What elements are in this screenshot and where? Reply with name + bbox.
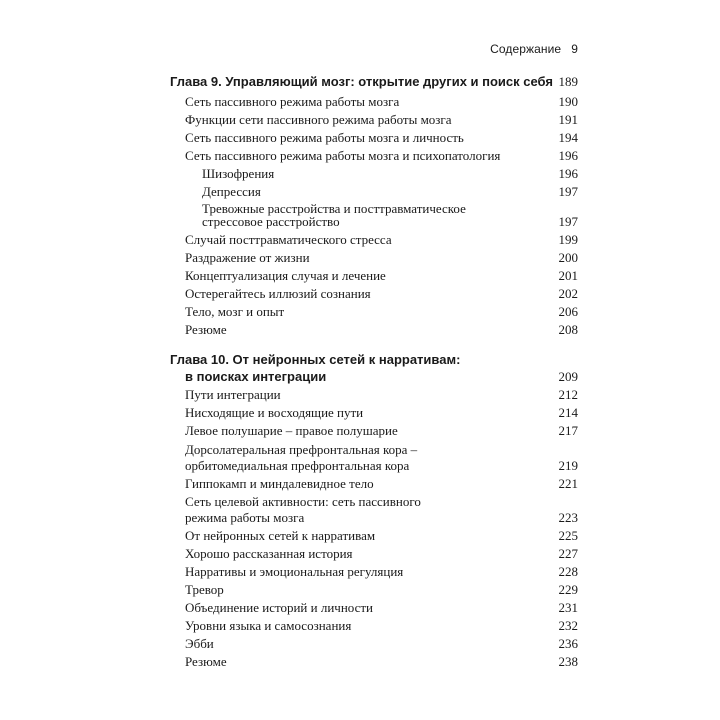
toc-entry-title-line1: Дорсолатеральная префронтальная кора –	[185, 442, 418, 457]
toc-entry-page: 217	[558, 423, 578, 438]
toc-entry-page: 206	[558, 304, 578, 319]
toc-entry-page: 196	[558, 166, 578, 181]
toc-entry-title: Гиппокамп и миндалевидное тело	[185, 476, 374, 491]
toc-entry-title: Остерегайтесь иллюзий сознания	[185, 286, 371, 301]
toc-entry-title: Нисходящие и восходящие пути	[185, 405, 364, 420]
toc-entry-title: Уровни языка и самосознания	[185, 618, 352, 633]
toc-entry-title: Объединение историй и личности	[185, 600, 374, 615]
toc-entry-title: Шизофрения	[202, 166, 275, 181]
running-header	[490, 42, 578, 56]
chapter-title-line1: Глава 10. От нейронных сетей к нарративам:	[170, 352, 461, 367]
toc-entry-page: 223	[558, 510, 578, 525]
toc-entry-page: 200	[558, 250, 578, 265]
toc-entry-page: 238	[558, 654, 578, 669]
toc-entry-title: Резюме	[185, 322, 227, 337]
running-header-page-number: 9	[571, 42, 578, 56]
toc-entry-page: 229	[558, 582, 578, 597]
toc-entry-title-line1: Тревожные расстройства и посттравматическое	[202, 201, 466, 216]
toc-entry-title-line2: режима работы мозга	[185, 510, 305, 525]
toc-entry-title: Пути интеграции	[185, 387, 281, 402]
toc-entry-title: Тревор	[185, 582, 224, 597]
toc-entry-page: 232	[558, 618, 578, 633]
toc-entry-page: 196	[558, 148, 578, 163]
toc-entry-page: 191	[558, 112, 578, 127]
toc-entry-page: 228	[558, 564, 578, 579]
toc-entry-page: 197	[558, 214, 578, 229]
toc-entry-title: Функции сети пассивного режима работы мозга	[185, 112, 452, 127]
running-header-section: Содержание	[490, 42, 562, 56]
toc-entry-title: Эбби	[185, 636, 214, 651]
toc-entry-page: 201	[558, 268, 578, 283]
toc-entry-title: Тело, мозг и опыт	[185, 304, 285, 319]
toc-entry-title: Резюме	[185, 654, 227, 669]
toc-entry-title-line1: Сеть целевой активности: сеть пассивного	[185, 494, 421, 509]
toc-entry-page: 199	[558, 232, 578, 247]
toc-entry-title: Концептуализация случая и лечение	[185, 268, 386, 283]
toc-entry-page: 227	[558, 546, 578, 561]
toc-entry-title-line2: орбитомедиальная префронтальная кора	[185, 458, 410, 473]
toc-entry-page: 202	[558, 286, 578, 301]
toc-entry-page: 221	[558, 476, 578, 491]
toc-entry-title-line2: стрессовое расстройство	[202, 214, 340, 229]
toc-entry-page: 190	[558, 94, 578, 109]
toc-entry-title: Левое полушарие – правое полушарие	[185, 423, 398, 438]
toc-entry-title: Сеть пассивного режима работы мозга и психопатология	[185, 148, 501, 163]
toc-entry-title: Сеть пассивного режима работы мозга и личность	[185, 130, 464, 145]
toc-entry-title: Нарративы и эмоциональная регуляция	[185, 564, 404, 579]
toc-entry-title: Случай посттравматического стресса	[185, 232, 392, 247]
toc-entry-page: 214	[558, 405, 578, 420]
toc-entry-page: 225	[558, 528, 578, 543]
toc-entry-page: 236	[558, 636, 578, 651]
toc-entry-title: Хорошо рассказанная история	[185, 546, 353, 561]
toc-entry-title: Сеть пассивного режима работы мозга	[185, 94, 400, 109]
toc-entry-title: Депрессия	[202, 184, 261, 199]
toc-entry-page: 194	[558, 130, 578, 145]
chapter-title: Глава 9. Управляющий мозг: открытие других и поиск себя	[170, 74, 554, 89]
toc-entry-title: Раздражение от жизни	[185, 250, 310, 265]
toc-entry-page: 219	[558, 458, 578, 473]
chapter-page: 209	[558, 369, 578, 384]
chapter-page: 189	[558, 74, 578, 89]
toc-entry-page: 231	[558, 600, 578, 615]
toc-entry-page: 212	[558, 387, 578, 402]
toc-entry-title: От нейронных сетей к нарративам	[185, 528, 376, 543]
toc-entry-page: 208	[558, 322, 578, 337]
toc-entry-page: 197	[558, 184, 578, 199]
chapter-title-line2: в поисках интеграции	[185, 369, 327, 384]
